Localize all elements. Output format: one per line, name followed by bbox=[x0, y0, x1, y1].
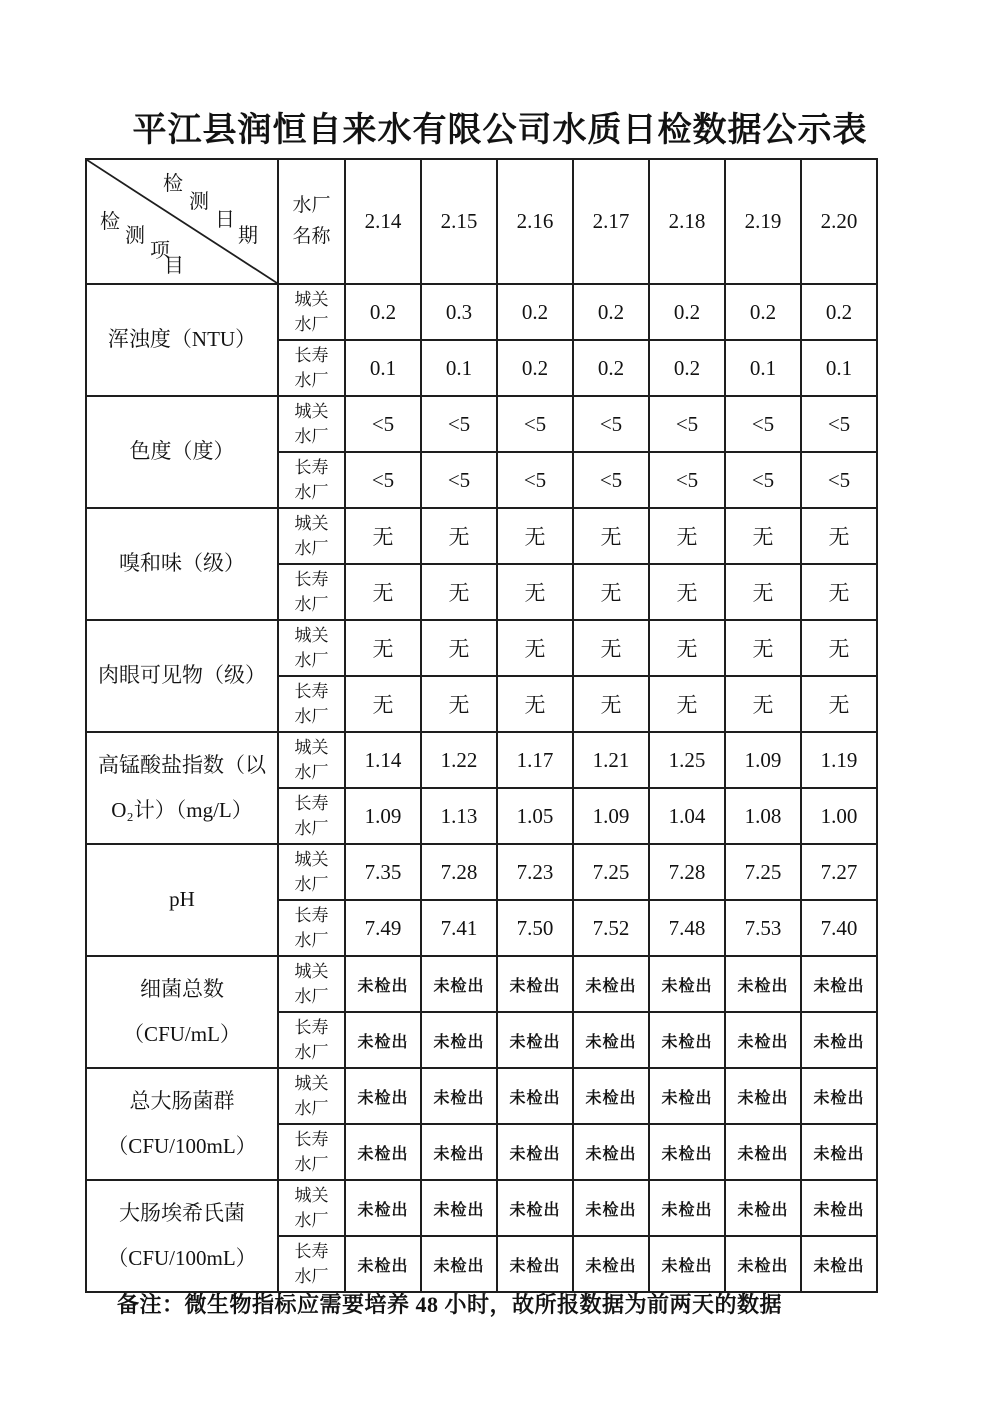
plant-name-line: 水厂 bbox=[294, 1211, 329, 1230]
plant-header-line: 水厂 bbox=[292, 195, 331, 217]
value-cell: 未检出 bbox=[801, 1236, 877, 1292]
value-cell: 未检出 bbox=[345, 1236, 421, 1292]
value-cell: 无 bbox=[649, 508, 725, 564]
value-cell: 未检出 bbox=[725, 956, 801, 1012]
value-cell: 无 bbox=[421, 564, 497, 620]
parameter-line: pH bbox=[169, 887, 195, 912]
plant-name-line: 城关 bbox=[294, 513, 329, 533]
value-cell: 7.40 bbox=[801, 900, 877, 956]
value-cell: 未检出 bbox=[801, 1068, 877, 1124]
value-cell: <5 bbox=[725, 452, 801, 508]
plant-name-line: 长寿 bbox=[294, 793, 329, 813]
value-cell: 无 bbox=[345, 620, 421, 676]
plant-name-line: 长寿 bbox=[294, 1017, 329, 1037]
value-cell: 未检出 bbox=[649, 1124, 725, 1180]
parameter-line: O₂计）（mg/L） bbox=[111, 798, 253, 822]
value-cell: 7.25 bbox=[725, 844, 801, 900]
value-cell: 1.08 bbox=[725, 788, 801, 844]
value-cell: 无 bbox=[725, 620, 801, 676]
value-cell: 未检出 bbox=[725, 1012, 801, 1068]
plant-name-cell bbox=[278, 788, 345, 844]
plant-name-cell bbox=[278, 844, 345, 900]
value-cell: 无 bbox=[573, 620, 649, 676]
corner-date-axis-char: 期 bbox=[238, 225, 258, 247]
value-cell: 1.09 bbox=[345, 788, 421, 844]
value-cell: 无 bbox=[725, 508, 801, 564]
value-cell: 未检出 bbox=[345, 956, 421, 1012]
value-cell: 未检出 bbox=[573, 1236, 649, 1292]
value-cell: 0.3 bbox=[421, 284, 497, 340]
plant-name-cell bbox=[278, 620, 345, 676]
parameter-label bbox=[86, 956, 278, 1068]
table-row bbox=[86, 1068, 877, 1124]
value-cell: 未检出 bbox=[649, 956, 725, 1012]
value-cell: 无 bbox=[345, 676, 421, 732]
corner-item-axis-char: 目 bbox=[164, 255, 184, 277]
value-cell: 无 bbox=[497, 676, 573, 732]
value-cell: 0.2 bbox=[345, 284, 421, 340]
table-row bbox=[86, 396, 877, 452]
value-cell: 未检出 bbox=[725, 1236, 801, 1292]
value-cell: 无 bbox=[649, 676, 725, 732]
plant-name-cell bbox=[278, 732, 345, 788]
value-cell: 0.2 bbox=[649, 340, 725, 396]
plant-name-cell bbox=[278, 1012, 345, 1068]
value-cell: <5 bbox=[497, 452, 573, 508]
value-cell: 未检出 bbox=[421, 1068, 497, 1124]
value-cell: 1.09 bbox=[573, 788, 649, 844]
data-table bbox=[85, 158, 878, 1293]
plant-name-line: 城关 bbox=[294, 849, 329, 869]
plant-name-line: 水厂 bbox=[294, 707, 329, 726]
value-cell: 未检出 bbox=[497, 1012, 573, 1068]
value-cell: <5 bbox=[573, 396, 649, 452]
plant-name-line: 水厂 bbox=[294, 763, 329, 782]
plant-name-cell bbox=[278, 1068, 345, 1124]
value-cell: 无 bbox=[801, 676, 877, 732]
value-cell: 0.1 bbox=[801, 340, 877, 396]
plant-name-cell bbox=[278, 284, 345, 340]
table-row bbox=[86, 284, 877, 340]
value-cell: 无 bbox=[573, 508, 649, 564]
value-cell: <5 bbox=[421, 452, 497, 508]
parameter-line: 嗅和味（级） bbox=[119, 551, 245, 576]
date-header: 2.18 bbox=[649, 159, 725, 284]
value-cell: 未检出 bbox=[421, 1124, 497, 1180]
value-cell: 1.17 bbox=[497, 732, 573, 788]
date-header: 2.20 bbox=[801, 159, 877, 284]
value-cell: 7.53 bbox=[725, 900, 801, 956]
corner-item-axis-char: 测 bbox=[125, 225, 145, 247]
value-cell: 0.2 bbox=[725, 284, 801, 340]
plant-name-line: 水厂 bbox=[294, 483, 329, 502]
parameter-label bbox=[86, 1180, 278, 1292]
value-cell: 0.2 bbox=[497, 284, 573, 340]
plant-name-line: 水厂 bbox=[294, 595, 329, 614]
value-cell: 无 bbox=[801, 564, 877, 620]
value-cell: 无 bbox=[649, 620, 725, 676]
plant-name-line: 水厂 bbox=[294, 819, 329, 838]
parameter-line: 总大肠菌群 bbox=[129, 1088, 235, 1113]
plant-name-line: 水厂 bbox=[294, 1155, 329, 1174]
value-cell: 无 bbox=[725, 564, 801, 620]
value-cell: 未检出 bbox=[345, 1068, 421, 1124]
value-cell: 无 bbox=[345, 564, 421, 620]
corner-date-axis-char: 测 bbox=[189, 191, 209, 213]
parameter-label bbox=[86, 732, 278, 844]
value-cell: 7.49 bbox=[345, 900, 421, 956]
plant-name-line: 水厂 bbox=[294, 371, 329, 390]
value-cell: 无 bbox=[421, 508, 497, 564]
value-cell: <5 bbox=[345, 452, 421, 508]
value-cell: 7.50 bbox=[497, 900, 573, 956]
corner-header-cell bbox=[86, 159, 278, 284]
value-cell: 7.27 bbox=[801, 844, 877, 900]
value-cell: 1.04 bbox=[649, 788, 725, 844]
plant-name-line: 城关 bbox=[294, 401, 329, 421]
value-cell: 7.28 bbox=[649, 844, 725, 900]
plant-name-line: 水厂 bbox=[294, 539, 329, 558]
value-cell: 未检出 bbox=[801, 1124, 877, 1180]
value-cell: 未检出 bbox=[649, 1012, 725, 1068]
parameter-label bbox=[86, 396, 278, 508]
value-cell: 无 bbox=[573, 564, 649, 620]
plant-header-line: 名称 bbox=[292, 225, 331, 247]
date-header: 2.17 bbox=[573, 159, 649, 284]
water-quality-table bbox=[85, 158, 878, 1293]
value-cell: 0.2 bbox=[573, 340, 649, 396]
value-cell: 无 bbox=[497, 620, 573, 676]
value-cell: <5 bbox=[801, 396, 877, 452]
plant-name-line: 城关 bbox=[294, 737, 329, 757]
plant-name-cell bbox=[278, 676, 345, 732]
plant-name-line: 水厂 bbox=[294, 1099, 329, 1118]
value-cell: 未检出 bbox=[421, 1236, 497, 1292]
plant-name-cell bbox=[278, 452, 345, 508]
date-header: 2.19 bbox=[725, 159, 801, 284]
value-cell: 未检出 bbox=[725, 1068, 801, 1124]
value-cell: 无 bbox=[649, 564, 725, 620]
value-cell: 1.25 bbox=[649, 732, 725, 788]
parameter-line: 色度（度） bbox=[129, 439, 235, 464]
value-cell: 未检出 bbox=[801, 1012, 877, 1068]
parameter-line: 高锰酸盐指数（以 bbox=[98, 752, 266, 777]
value-cell: <5 bbox=[649, 396, 725, 452]
date-header: 2.15 bbox=[421, 159, 497, 284]
value-cell: 0.1 bbox=[421, 340, 497, 396]
plant-name-line: 水厂 bbox=[294, 875, 329, 894]
parameter-label bbox=[86, 620, 278, 732]
value-cell: 1.05 bbox=[497, 788, 573, 844]
value-cell: 未检出 bbox=[725, 1180, 801, 1236]
plant-name-cell bbox=[278, 340, 345, 396]
parameter-line: 细菌总数 bbox=[140, 976, 224, 1001]
date-header: 2.14 bbox=[345, 159, 421, 284]
page-title: 平江县润恒自来水有限公司水质日检数据公示表 bbox=[132, 112, 868, 149]
value-cell: 未检出 bbox=[345, 1180, 421, 1236]
value-cell: 无 bbox=[801, 620, 877, 676]
value-cell: 未检出 bbox=[497, 1124, 573, 1180]
parameter-label bbox=[86, 508, 278, 620]
plant-name-cell bbox=[278, 1180, 345, 1236]
value-cell: 0.2 bbox=[649, 284, 725, 340]
footnote: 备注：微生物指标应需要培养 48 小时，故所报数据为前两天的数据 bbox=[117, 1292, 783, 1317]
plant-name-cell bbox=[278, 1236, 345, 1292]
table-row bbox=[86, 508, 877, 564]
corner-item-axis-char: 项 bbox=[150, 240, 170, 262]
table-row bbox=[86, 620, 877, 676]
parameter-label bbox=[86, 844, 278, 956]
value-cell: 未检出 bbox=[497, 1236, 573, 1292]
value-cell: 未检出 bbox=[801, 1180, 877, 1236]
parameter-line: 肉眼可见物（级） bbox=[98, 663, 266, 688]
value-cell: 0.1 bbox=[345, 340, 421, 396]
value-cell: 未检出 bbox=[725, 1124, 801, 1180]
table-row bbox=[86, 732, 877, 788]
value-cell: 未检出 bbox=[421, 1012, 497, 1068]
value-cell: <5 bbox=[573, 452, 649, 508]
plant-name-line: 长寿 bbox=[294, 1241, 329, 1261]
value-cell: 7.35 bbox=[345, 844, 421, 900]
value-cell: 未检出 bbox=[649, 1236, 725, 1292]
date-header: 2.16 bbox=[497, 159, 573, 284]
value-cell: 7.52 bbox=[573, 900, 649, 956]
plant-name-cell bbox=[278, 900, 345, 956]
value-cell: <5 bbox=[497, 396, 573, 452]
parameter-line: 大肠埃希氏菌 bbox=[119, 1200, 245, 1225]
value-cell: 未检出 bbox=[573, 1180, 649, 1236]
value-cell: 1.21 bbox=[573, 732, 649, 788]
value-cell: 未检出 bbox=[573, 1012, 649, 1068]
parameter-line: （CFU/mL） bbox=[123, 1022, 241, 1046]
plant-name-line: 水厂 bbox=[294, 427, 329, 446]
corner-date-axis-char: 检 bbox=[163, 173, 183, 195]
plant-name-line: 水厂 bbox=[294, 931, 329, 950]
value-cell: 未检出 bbox=[421, 1180, 497, 1236]
plant-name-line: 水厂 bbox=[294, 1043, 329, 1062]
plant-name-line: 长寿 bbox=[294, 345, 329, 365]
value-cell: 未检出 bbox=[649, 1068, 725, 1124]
plant-name-line: 水厂 bbox=[294, 987, 329, 1006]
value-cell: <5 bbox=[801, 452, 877, 508]
value-cell: 未检出 bbox=[573, 1068, 649, 1124]
plant-name-line: 长寿 bbox=[294, 569, 329, 589]
value-cell: 未检出 bbox=[497, 1180, 573, 1236]
plant-name-line: 水厂 bbox=[294, 315, 329, 334]
value-cell: 7.28 bbox=[421, 844, 497, 900]
value-cell: 无 bbox=[497, 564, 573, 620]
value-cell: 0.1 bbox=[725, 340, 801, 396]
plant-name-cell bbox=[278, 564, 345, 620]
value-cell: <5 bbox=[345, 396, 421, 452]
table-header-row bbox=[86, 159, 877, 284]
value-cell: 未检出 bbox=[345, 1124, 421, 1180]
value-cell: <5 bbox=[421, 396, 497, 452]
plant-name-header bbox=[278, 159, 345, 284]
plant-name-line: 城关 bbox=[294, 625, 329, 645]
value-cell: 未检出 bbox=[649, 1180, 725, 1236]
value-cell: 1.22 bbox=[421, 732, 497, 788]
plant-name-cell bbox=[278, 1124, 345, 1180]
value-cell: 无 bbox=[421, 676, 497, 732]
value-cell: 无 bbox=[725, 676, 801, 732]
plant-name-line: 城关 bbox=[294, 1073, 329, 1093]
value-cell: 未检出 bbox=[573, 1124, 649, 1180]
value-cell: 未检出 bbox=[421, 956, 497, 1012]
parameter-line: 浑浊度（NTU） bbox=[107, 327, 257, 352]
plant-name-line: 水厂 bbox=[294, 1267, 329, 1286]
plant-name-line: 长寿 bbox=[294, 681, 329, 701]
plant-name-line: 城关 bbox=[294, 961, 329, 981]
value-cell: 7.25 bbox=[573, 844, 649, 900]
value-cell: 1.14 bbox=[345, 732, 421, 788]
value-cell: 未检出 bbox=[497, 1068, 573, 1124]
value-cell: 7.48 bbox=[649, 900, 725, 956]
value-cell: 7.41 bbox=[421, 900, 497, 956]
parameter-label bbox=[86, 1068, 278, 1180]
value-cell: 无 bbox=[573, 676, 649, 732]
value-cell: 1.19 bbox=[801, 732, 877, 788]
plant-name-cell bbox=[278, 956, 345, 1012]
plant-name-cell bbox=[278, 396, 345, 452]
value-cell: 0.2 bbox=[801, 284, 877, 340]
value-cell: 未检出 bbox=[801, 956, 877, 1012]
value-cell: 无 bbox=[801, 508, 877, 564]
value-cell: 未检出 bbox=[345, 1012, 421, 1068]
value-cell: 1.09 bbox=[725, 732, 801, 788]
plant-name-line: 城关 bbox=[294, 1185, 329, 1205]
table-row bbox=[86, 844, 877, 900]
plant-name-cell bbox=[278, 508, 345, 564]
plant-name-line: 水厂 bbox=[294, 651, 329, 670]
plant-name-line: 长寿 bbox=[294, 905, 329, 925]
corner-item-axis-char: 检 bbox=[100, 211, 120, 233]
plant-name-line: 长寿 bbox=[294, 1129, 329, 1149]
parameter-line: （CFU/100mL） bbox=[107, 1246, 257, 1270]
value-cell: 0.2 bbox=[573, 284, 649, 340]
value-cell: 1.13 bbox=[421, 788, 497, 844]
parameter-line: （CFU/100mL） bbox=[107, 1134, 257, 1158]
value-cell: 1.00 bbox=[801, 788, 877, 844]
parameter-label bbox=[86, 284, 278, 396]
plant-name-line: 长寿 bbox=[294, 457, 329, 477]
plant-name-line: 城关 bbox=[294, 289, 329, 309]
value-cell: 无 bbox=[497, 508, 573, 564]
corner-date-axis-char: 日 bbox=[215, 209, 235, 231]
value-cell: 无 bbox=[421, 620, 497, 676]
value-cell: <5 bbox=[725, 396, 801, 452]
value-cell: 0.2 bbox=[497, 340, 573, 396]
value-cell: 无 bbox=[345, 508, 421, 564]
value-cell: 未检出 bbox=[573, 956, 649, 1012]
value-cell: 未检出 bbox=[497, 956, 573, 1012]
table-row bbox=[86, 956, 877, 1012]
value-cell: 7.23 bbox=[497, 844, 573, 900]
value-cell: <5 bbox=[649, 452, 725, 508]
table-body bbox=[86, 159, 877, 1292]
table-row bbox=[86, 1180, 877, 1236]
